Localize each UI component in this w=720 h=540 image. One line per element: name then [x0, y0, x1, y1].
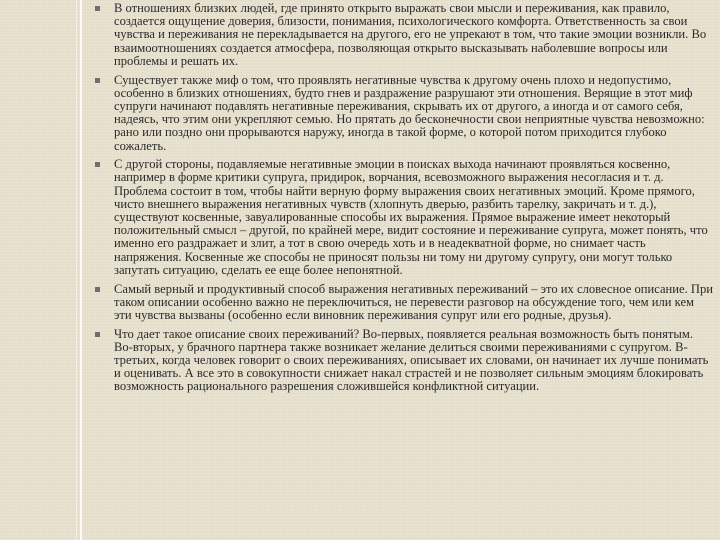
decorative-rule-thin: [76, 0, 77, 540]
bullet-square-icon: [95, 78, 100, 83]
list-item: [92, 328, 714, 394]
list-item: [92, 2, 714, 68]
paragraph-text: В отношениях близких людей, где принято открыто выражать свои мысли и переживания, как правило, создается ощущение доверия, близости, понимания, психологического комфорта. Ответственность за свои чувства и переживания не перекладывается на другого, его не упрекают в том, что такие эмоции возникли. Во взаимоотношениях создается атмосфера, позволяющая открыто высказывать наболевшие вопросы или проблемы и решать их.: [114, 1, 707, 68]
list-item: [92, 158, 714, 277]
slide-content: [92, 2, 714, 399]
paragraph-text: Что дает такое описание своих переживаний? Во-первых, появляется реальная возможность быть понятым. Во-вторых, у брачного партнера также возникает желание делиться своими переживаниями с супругом. В-третьих, когда человек говорит о своих переживаниях, описывает их словами, он начинает их лучше понимать и оценивать. А все это в совокупности снижает накал страстей и не позволяет сильным эмоциям блокировать возможность рационального разрешения сложившейся конфликтной ситуации.: [114, 326, 709, 394]
paragraph-text: Самый верный и продуктивный способ выражения негативных переживаний – это их словесное описание. При таком описании особенно важно не переключиться, не перевести разговор на обсуждение того, чем или кем эти чувства вызваны (особенно если виновник переживания супруг или его родные, друзья).: [114, 281, 714, 322]
decorative-rule: [80, 0, 82, 540]
bullet-square-icon: [95, 6, 100, 11]
bullet-square-icon: [95, 332, 100, 337]
bullet-square-icon: [95, 162, 100, 167]
paragraph-text: Существует также миф о том, что проявлять негативные чувства к другому очень плохо и недопустимо, особенно в близких отношениях, будто гнев и раздражение разрушают эти отношения. Верящие в этот миф супруги начинают подавлять негативные переживания, скрывать их от другого, а иногда и от самого себя, надеясь, что этим они укрепляют семью. Но прятать до бесконечности свои неприятные чувства невозможно: рано или поздно они прорываются наружу, иногда в такой форме, о которой потом приходится глубоко сожалеть.: [114, 72, 705, 153]
bullet-list: [92, 2, 714, 394]
paragraph-text: С другой стороны, подавляемые негативные эмоции в поисках выхода начинают проявляться косвенно, например в форме критики супруга, придирок, ворчания, всевозможного выражения несогласия и т. д. Проблема состоит в том, чтобы найти верную форму выражения своих негативных эмоций. Кроме прямого, чисто внешнего выражения негативных чувств (хлопнуть дверью, разбить тарелку, закричать и т. д.), существуют косвенные, завуалированные способы их выражения. Прямое выражение имеет некоторый положительный смысл – другой, по крайней мере, видит состояние и переживание супруга, может понять, что именно его раздражает и злит, а тот в свою очередь хоть и в неадекватной форме, но снимает часть напряжения. Косвенные же способы не приносят пользы ни тому ни другому супругу, они могут только запутать ситуацию, сделать ее еще более непонятной.: [114, 157, 708, 277]
list-item: [92, 74, 714, 153]
bullet-square-icon: [95, 287, 100, 292]
list-item: [92, 283, 714, 323]
